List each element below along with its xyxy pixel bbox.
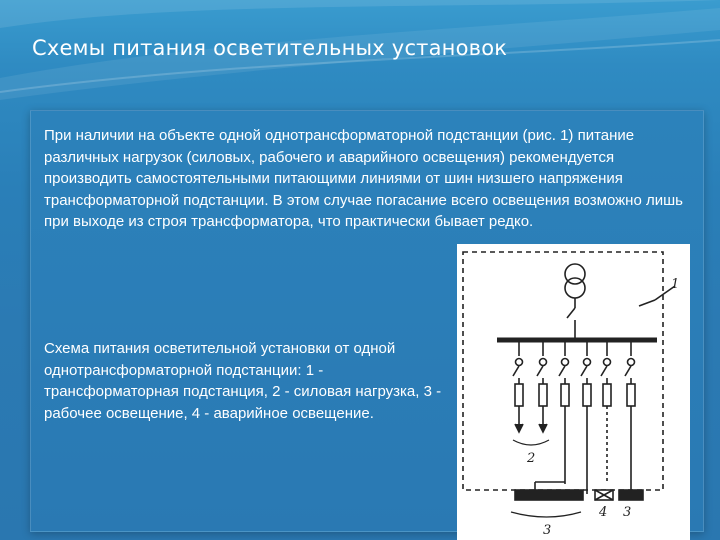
figure-caption: Схема питания осветительной установки от одной однотрансформаторной подстанции: 1 - трансформаторная подстанция, 2 - силовая нагрузка, 3 - рабочее освещение, 4 - аварийное освещение. xyxy=(44,340,442,422)
label-working-light-right: 3 xyxy=(623,505,632,520)
working-light-panel-right xyxy=(619,490,643,500)
slide-title: Схемы питания осветительных установок xyxy=(32,36,508,60)
label-working-light-left: 3 xyxy=(543,523,552,538)
label-power-load: 2 xyxy=(527,451,536,466)
fuses xyxy=(515,384,635,406)
substation-boundary xyxy=(463,252,663,490)
wiring-diagram-figure xyxy=(457,244,690,540)
breakers xyxy=(513,366,631,384)
transformer-coil-bottom xyxy=(565,278,585,298)
working-light-panel-left xyxy=(515,490,583,500)
wiring-diagram xyxy=(457,244,690,540)
disconnectors xyxy=(516,359,635,366)
label-emergency-light: 4 xyxy=(599,505,608,520)
main-paragraph: При наличии на объекте одной однотрансформаторной подстанции (рис. 1) питание различных нагрузок (силовых, рабочего и аварийного освещения) рекомендуется производить самостоятельными питающими линиями от шин низшего напряжения трансформаторной подстанции. В этом случае погасание всего освещения возможно лишь при выходе из строя трансформатора, что практически бывает редко. xyxy=(44,127,683,231)
label-substation: 1 xyxy=(671,277,680,292)
